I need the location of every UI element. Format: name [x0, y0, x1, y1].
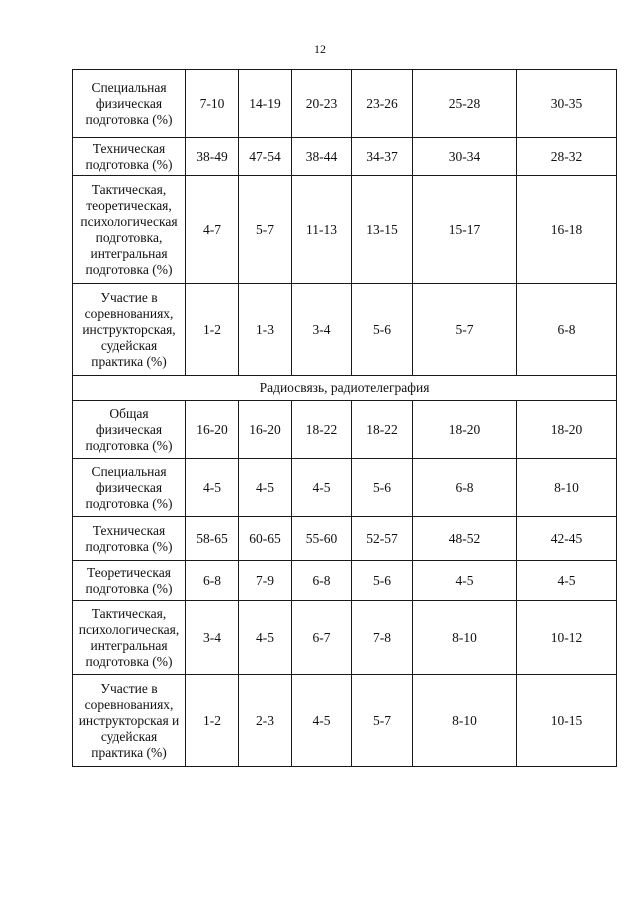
table-cell: 8-10 [517, 459, 617, 517]
table-cell: 5-7 [413, 284, 517, 376]
table-cell: 6-8 [186, 561, 239, 601]
table-cell: 14-19 [239, 70, 292, 138]
table-cell: 4-5 [186, 459, 239, 517]
table-cell: 10-15 [517, 675, 617, 767]
table-body-after-section [73, 401, 617, 767]
table-cell: 5-7 [239, 176, 292, 284]
table-cell: 28-32 [517, 138, 617, 176]
training-norms-table [72, 69, 617, 767]
table-cell: 4-5 [292, 459, 352, 517]
page-number: 12 [314, 42, 326, 56]
table-cell: 7-10 [186, 70, 239, 138]
table-cell: 25-28 [413, 70, 517, 138]
row-label: Техническая подготовка (%) [73, 517, 186, 561]
table-row [73, 459, 617, 517]
table-cell: 1-2 [186, 284, 239, 376]
table-cell: 4-7 [186, 176, 239, 284]
table-cell: 4-5 [292, 675, 352, 767]
table-cell: 6-8 [413, 459, 517, 517]
row-label: Теоретическая подготовка (%) [73, 561, 186, 601]
table-cell: 55-60 [292, 517, 352, 561]
table-row [73, 601, 617, 675]
table-cell: 4-5 [239, 601, 292, 675]
table-cell: 16-20 [186, 401, 239, 459]
row-label: Тактическая, теоретическая, психологическая подготовка, интегральная подготовка (%) [73, 176, 186, 284]
row-label: Участие в соревнованиях, инструкторская и судейская практика (%) [73, 675, 186, 767]
table-row [73, 70, 617, 138]
table-cell: 23-26 [352, 70, 413, 138]
table-cell: 47-54 [239, 138, 292, 176]
table-cell: 48-52 [413, 517, 517, 561]
table-cell: 6-8 [517, 284, 617, 376]
row-label: Специальная физическая подготовка (%) [73, 70, 186, 138]
table-cell: 60-65 [239, 517, 292, 561]
table-cell: 18-20 [413, 401, 517, 459]
table-cell: 3-4 [186, 601, 239, 675]
table-cell: 3-4 [292, 284, 352, 376]
table-cell: 1-2 [186, 675, 239, 767]
table-cell: 5-7 [352, 675, 413, 767]
table-cell: 5-6 [352, 459, 413, 517]
table-cell: 13-15 [352, 176, 413, 284]
table-cell: 42-45 [517, 517, 617, 561]
table-cell: 38-44 [292, 138, 352, 176]
table-cell: 6-7 [292, 601, 352, 675]
table-cell: 4-5 [239, 459, 292, 517]
table-cell: 8-10 [413, 601, 517, 675]
row-label: Общая физическая подготовка (%) [73, 401, 186, 459]
table-cell: 1-3 [239, 284, 292, 376]
table-cell: 34-37 [352, 138, 413, 176]
table-cell: 18-20 [517, 401, 617, 459]
section-row [73, 376, 617, 401]
table-cell: 30-34 [413, 138, 517, 176]
table-cell: 52-57 [352, 517, 413, 561]
table-row [73, 138, 617, 176]
section-title: Радиосвязь, радиотелеграфия [73, 376, 617, 401]
table-cell: 18-22 [352, 401, 413, 459]
table-cell: 7-9 [239, 561, 292, 601]
table-row [73, 284, 617, 376]
table-cell: 18-22 [292, 401, 352, 459]
table-cell: 5-6 [352, 561, 413, 601]
table-cell: 5-6 [352, 284, 413, 376]
table-cell: 4-5 [517, 561, 617, 601]
table-cell: 2-3 [239, 675, 292, 767]
table-row [73, 176, 617, 284]
row-label: Техническая подготовка (%) [73, 138, 186, 176]
table-cell: 30-35 [517, 70, 617, 138]
table-cell: 4-5 [413, 561, 517, 601]
table-row [73, 675, 617, 767]
table-cell: 8-10 [413, 675, 517, 767]
table-section [73, 376, 617, 401]
table-cell: 16-20 [239, 401, 292, 459]
table-body-before-section [73, 70, 617, 376]
table-row [73, 401, 617, 459]
table-cell: 58-65 [186, 517, 239, 561]
row-label: Специальная физическая подготовка (%) [73, 459, 186, 517]
table-cell: 16-18 [517, 176, 617, 284]
row-label: Участие в соревнованиях, инструкторская, судейская практика (%) [73, 284, 186, 376]
table-cell: 38-49 [186, 138, 239, 176]
row-label: Тактическая, психологическая, интегральная подготовка (%) [73, 601, 186, 675]
table-cell: 10-12 [517, 601, 617, 675]
table-row [73, 561, 617, 601]
table-cell: 11-13 [292, 176, 352, 284]
table-cell: 7-8 [352, 601, 413, 675]
table-row [73, 517, 617, 561]
table-cell: 15-17 [413, 176, 517, 284]
table-cell: 6-8 [292, 561, 352, 601]
table-cell: 20-23 [292, 70, 352, 138]
